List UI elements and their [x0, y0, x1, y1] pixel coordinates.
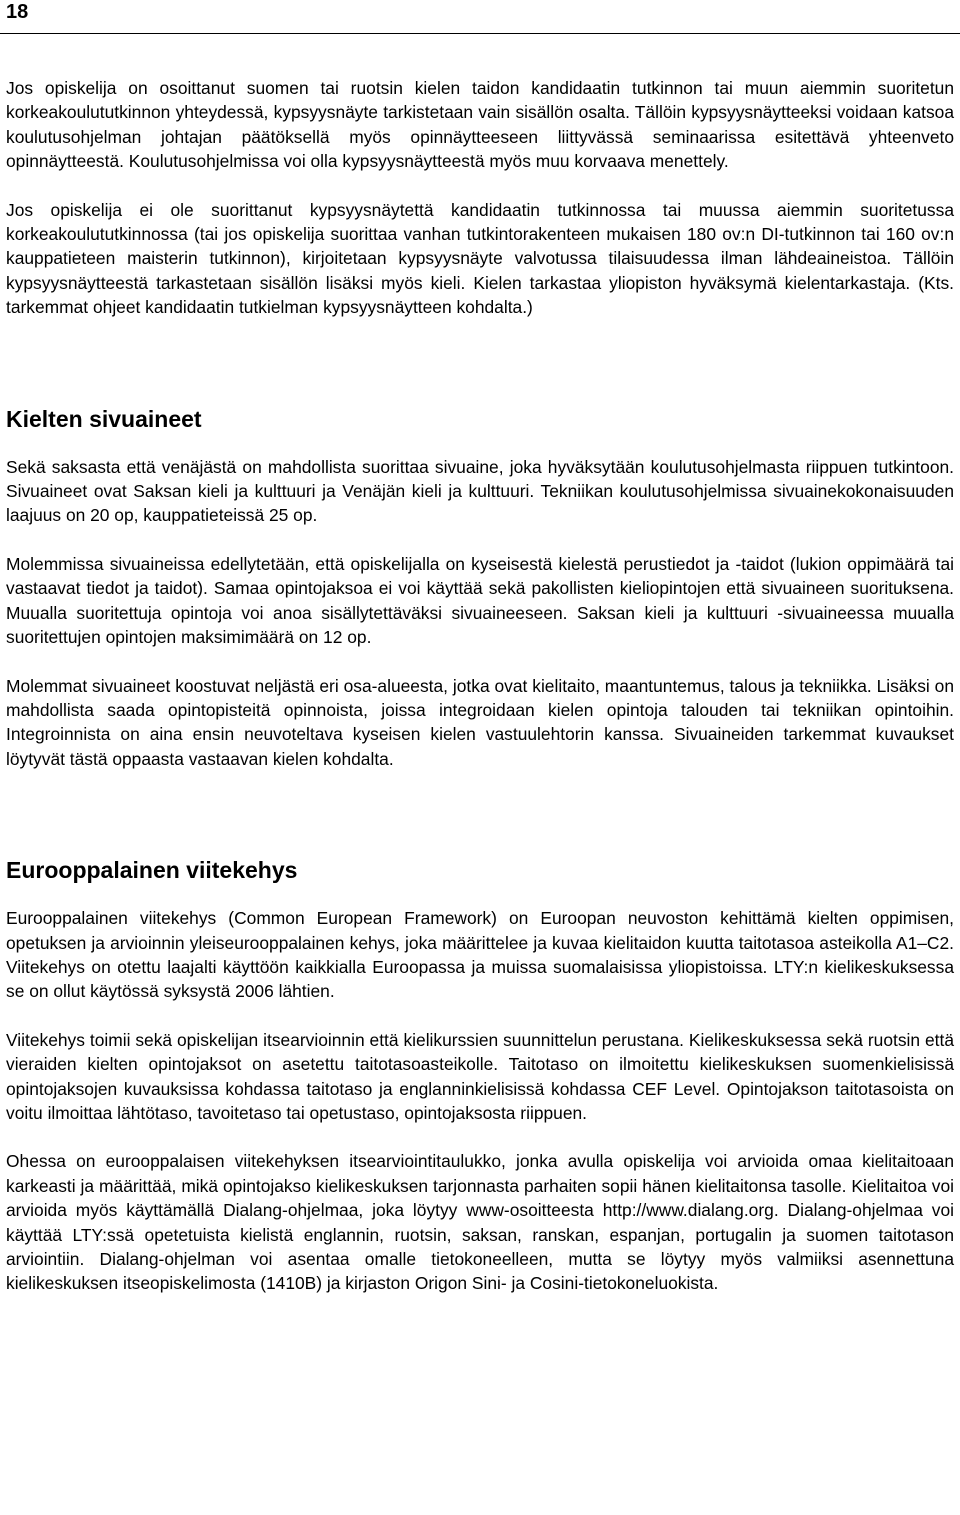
page-number: 18 [6, 1, 29, 23]
intro-paragraph-1: Jos opiskelija on osoittanut suomen tai ruotsin kielen taidon kandidaatin tutkinnon tai muun aiemmin suoritetun korkeakoulututkinnon yhteydessä, kypsyysnäyte tarkistetaan vain sisällön osalta. Tällöin kypsyysnäytteeksi voidaan katsoa koulutusohjelman johtajan päätöksellä myös opinnäytteeseen liittyvässä seminaarissa esitettävä yhteenveto opinnäytteestä. Koulutusohjelmissa voi olla kypsyysnäytteestä myös muu korvaava menettely. [6, 78, 954, 172]
viitekehys-paragraph-2: Viitekehys toimii sekä opiskelijan itsearvioinnin että kielikurssien suunnittelun perustana. Kielikeskuksessa sekä ruotsin että vieraiden kielten opintojaksot on asetettu taitotasoasteikolle. Taitotaso on ilmoitettu kielikeskuksen suomenkielisissä opintojaksojen kuvauksissa kohdassa taitotaso ja englanninkielisissä kohdassa CEF Level. Opintojakson taitotasoista on voitu ilmoittaa lähtötaso, tavoitetaso tai opetustaso, opintojaksosta riippuen. [6, 1029, 954, 1123]
kielten-paragraph-1: Sekä saksasta että venäjästä on mahdollista suorittaa sivuaine, joka hyväksytään koulutusohjelmasta riippuen tutkintoon. Sivuaineet ovat Saksan kieli ja kulttuuri ja Venäjän kieli ja kulttuuri. Tekniikan koulutusohjelmissa sivuainekokonaisuuden laajuus on 20 op, kauppatieteissä 25 op. [6, 456, 954, 526]
kielten-paragraph-3: Molemmat sivuaineet koostuvat neljästä eri osa-alueesta, jotka ovat kielitaito, maantuntemus, talous ja tekniikka. Lisäksi on mahdollista saada opintopisteitä opinnoista, joissa integroidaan kielen opintoja talouden tai tekniikan opintoihin. Integroinnista on aina ensin neuvoteltava kyseisen kielen vastuulehtorin kanssa. Sivuaineiden tarkemmat kuvaukset löytyvät tästä oppaasta vastaavan kielen kohdalta. [6, 675, 954, 769]
header-rule [0, 33, 960, 34]
viitekehys-paragraph-1: Eurooppalainen viitekehys (Common European Framework) on Euroopan neuvoston kehittämä kielten oppimisen, opetuksen ja arvioinnin yleiseurooppalainen kehys, joka määrittelee ja kuvaa kielitaidon kuutta taitotasoa asteikolla A1–C2. Viitekehys on otettu laajalti käyttöön kaikkialla Euroopassa ja muissa suomalaisissa yliopistoissa. LTY:n kielikeskuksessa se on ollut käytössä syksystä 2006 lähtien. [6, 908, 954, 1002]
viitekehys-paragraph-3: Ohessa on eurooppalaisen viitekehyksen itsearviointitaulukko, jonka avulla opiskelija voi arvioida omaa kielitaitoaan karkeasti ja määrittää, mikä opintojakso kielikeskuksen tarjonnasta parhaiten sopii hänen kielitaitonsa tasolle. Kielitaitoa voi arvioida myös käyttämällä Dialang-ohjelmaa, joka löytyy www-osoitteesta http://www.dialang.org. Dialang-ohjelmaa voi käyttää LTY:ssä opetetuista kielistä englannin, ruotsin, saksan, ranskan, espanjan, portugalin ja suomen taitotason arviointiin. Dialang-ohjelman voi asentaa omalle tietokoneelleen, mutta se löytyy myös valmiiksi asennettuna kielikeskuksen itseopiskelimosta (1410B) ja kirjaston Origon Sini- ja Cosini-tietokoneluokista. [6, 1151, 954, 1294]
section-heading-eurooppalainen-viitekehys: Eurooppalainen viitekehys [6, 857, 298, 884]
document-body [6, 76, 954, 1296]
intro-paragraph-2: Jos opiskelija ei ole suorittanut kypsyysnäytettä kandidaatin tutkinnossa tai muussa aiemmin suoritetussa korkeakoulututkinnossa (tai jos opiskelija suorittaa vanhan tutkintorakenteen mukaisen 180 ov:n DI-tutkinnon tai 160 ov:n kauppatieteen maisterin tutkinnon), kirjoitetaan kypsyysnäyte valvotussa tilaisuudessa ilman lähdeaineistoa. Tällöin kypsyysnäytteestä tarkastetaan sisällön lisäksi myös kieli. Kielen tarkastaa yliopiston hyväksymä kielentarkastaja. (Kts. tarkemmat ohjeet kandidaatin tutkielman kypsyysnäytteen kohdalta.) [6, 199, 954, 318]
kielten-paragraph-2: Molemmissa sivuaineissa edellytetään, että opiskelijalla on kyseisestä kielestä perustiedot ja -taidot (lukion oppimäärä tai vastaavat tiedot ja taidot). Samaa opintojaksoa ei voi käyttää sekä pakollisten kieliopintojen että sivuaineen suorituksena. Muualla suoritettuja opintoja voi anoa sisällytettäväksi sivuaineeseen. Saksan kieli ja kulttuuri -sivuaineessa muualla suoritettujen opintojen maksimimäärä on 12 op. [6, 553, 954, 648]
section-heading-kielten-sivuaineet: Kielten sivuaineet [6, 405, 202, 432]
